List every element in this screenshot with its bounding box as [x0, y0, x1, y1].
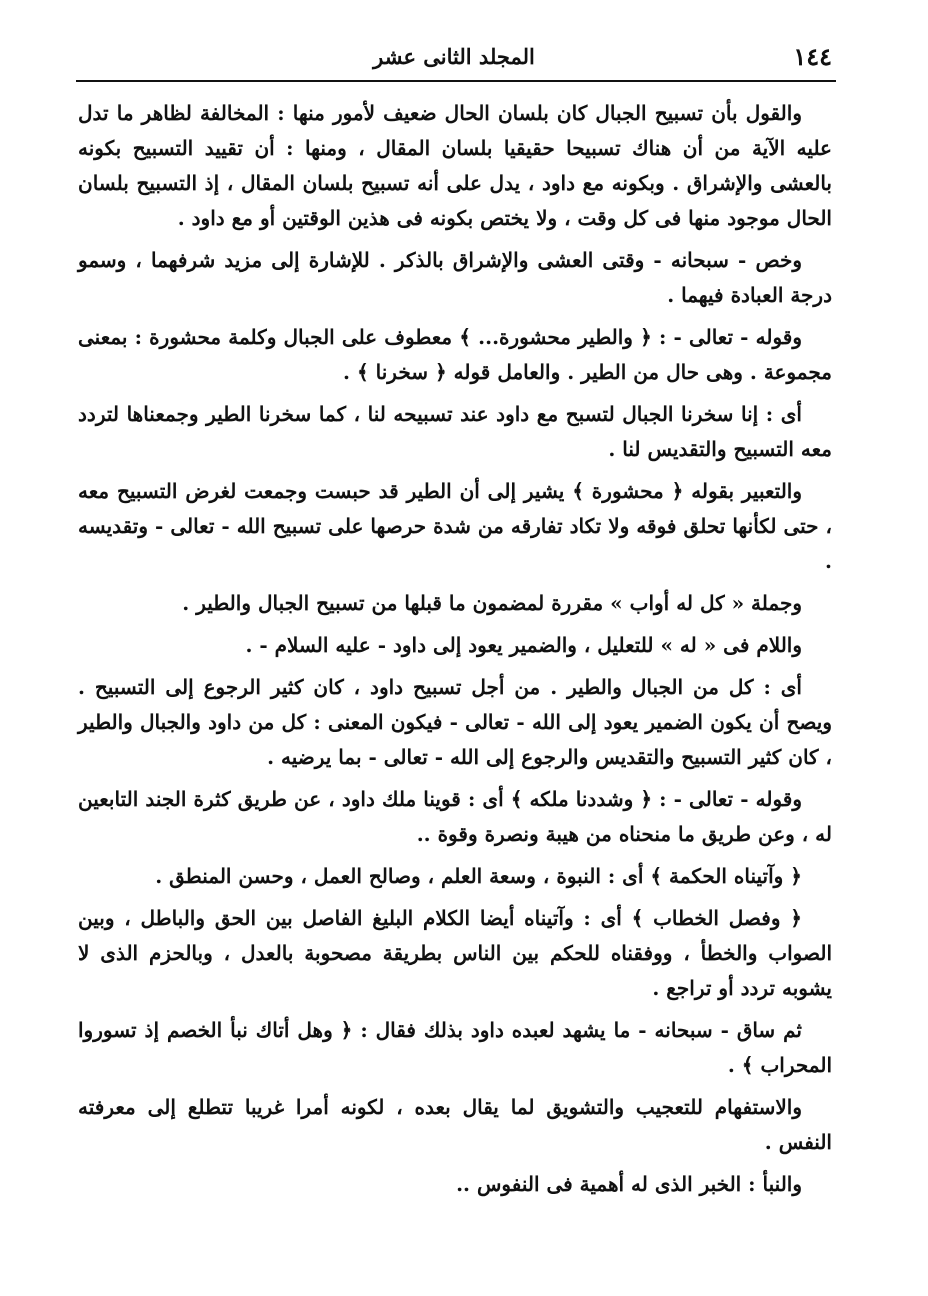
paragraph: وخص - سبحانه - وقتى العشى والإشراق بالذكر . للإشارة إلى مزيد شرفهما ، وسمو درجة العبادة فيهما . [78, 248, 832, 307]
paragraph: والنبأ : الخبر الذى له أهمية فى النفوس .. [456, 1172, 802, 1196]
paragraph: وجملة « كل له أواب » مقررة لمضمون ما قبلها من تسبيح الجبال والطير . [182, 591, 802, 615]
paragraph: والتعبير بقوله ﴿ محشورة ﴾ يشير إلى أن الطير قد حبست وجمعت لغرض التسبيح معه ، حتى لكأنها تحلق فوقه ولا تكاد تفارقه من شدة حرصها على تسبيح الله - تعالى - وتقديسه . [78, 479, 833, 573]
paragraph: واللام فى « له » للتعليل ، والضمير يعود إلى داود - عليه السلام - . [245, 633, 802, 657]
page-header [76, 38, 832, 78]
paragraph: أى : كل من الجبال والطير . من أجل تسبيح داود ، كان كثير الرجوع إلى التسبيح . ويصح أن يكون الضمير يعود إلى الله - تعالى - فيكون المعنى : كل من داود والجبال والطير ، كان كثير التسبيح والتقديس والرجوع إلى الله - تعالى - بما يرضيه . [78, 675, 832, 769]
paragraph: وقوله - تعالى - : ﴿ وشددنا ملكه ﴾ أى : قوينا ملك داود ، عن طريق كثرة الجند التابعين له ، وعن طريق ما منحناه من هيبة ونصرة وقوة .. [78, 787, 832, 846]
paragraph: والاستفهام للتعجيب والتشويق لما يقال بعده ، لكونه أمرا غريبا تتطلع إلى معرفته النفس . [78, 1095, 832, 1154]
page-number: ١٤٤ [793, 42, 832, 71]
page-body [78, 96, 832, 1209]
paragraph: وقوله - تعالى - : ﴿ والطير محشورة... ﴾ معطوف على الجبال وكلمة محشورة : بمعنى مجموعة . وهى حال من الطير . والعامل قوله ﴿ سخرنا ﴾ . [78, 325, 832, 384]
volume-title: المجلد الثانى عشر [373, 44, 535, 69]
paragraph: أى : إنا سخرنا الجبال لتسبح مع داود عند تسبيحه لنا ، كما سخرنا الطير وجمعناها لتردد معه التسبيح والتقديس لنا . [78, 402, 832, 461]
paragraph: ﴿ وفصل الخطاب ﴾ أى : وآتيناه أيضا الكلام البليغ الفاصل بين الحق والباطل ، وبين الصواب والخطأ ، ووفقناه للحكم بين الناس بطريقة مصحوبة بالعدل ، وبالحزم الذى لا يشوبه تردد أو تراجع . [78, 906, 832, 1000]
paragraph: ثم ساق - سبحانه - ما يشهد لعبده داود بذلك فقال : ﴿ وهل أتاك نبأ الخصم إذ تسوروا المحراب ﴾ . [78, 1018, 832, 1077]
paragraph: ﴿ وآتيناه الحكمة ﴾ أى : النبوة ، وسعة العلم ، وصالح العمل ، وحسن المنطق . [155, 864, 802, 888]
header-rule [76, 80, 836, 82]
paragraph: والقول بأن تسبيح الجبال كان بلسان الحال ضعيف لأمور منها : المخالفة لظاهر ما تدل عليه الآية من أن هناك تسبيحا حقيقيا بلسان المقال ، ومنها : أن تقييد التسبيح بكونه بالعشى والإشراق . وبكونه مع داود ، يدل على أنه تسبيح بلسان المقال ، إذ التسبيح بلسان الحال موجود منها فى كل وقت ، ولا يختص بكونه فى هذين الوقتين أو مع داود . [78, 101, 832, 230]
